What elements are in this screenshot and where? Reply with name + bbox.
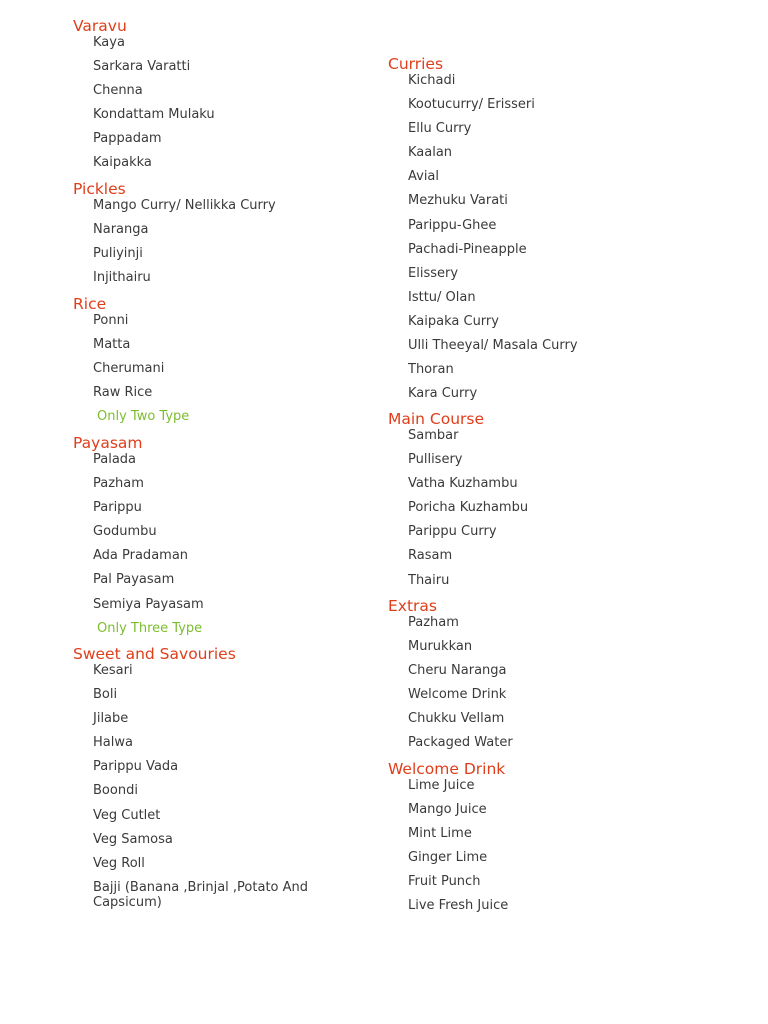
menu-item: Kesari <box>93 663 133 678</box>
menu-item: Pachadi-Pineapple <box>408 241 527 257</box>
section-main-course <box>388 410 688 597</box>
menu-item: Godumbu <box>93 524 157 540</box>
menu-item: Parippu Vada <box>93 759 179 775</box>
menu-item: Palada <box>93 452 137 467</box>
menu-item: Murukkan <box>408 639 473 655</box>
menu-item: Kara Curry <box>408 386 478 402</box>
menu-item: Pazham <box>408 615 459 630</box>
section-heading: Payasam <box>73 434 143 452</box>
menu-item: Lime Juice <box>408 778 475 793</box>
menu-item: Ellu Curry <box>408 121 472 137</box>
section-heading: Varavu <box>73 17 127 35</box>
menu-item: Welcome Drink <box>408 687 507 703</box>
menu-item: Kaalan <box>408 145 453 161</box>
menu-item: Puliyinji <box>93 246 143 262</box>
section-extras <box>388 597 688 760</box>
item-list <box>388 615 688 751</box>
menu-item: Ginger Lime <box>408 850 488 866</box>
item-list <box>73 313 363 401</box>
menu-item: Jilabe <box>93 711 129 727</box>
menu-item: Naranga <box>93 222 149 238</box>
section-pickles <box>73 180 363 294</box>
section-varavu <box>73 17 363 180</box>
section-welcome-drink <box>388 760 688 923</box>
menu-item: Pappadam <box>93 131 162 147</box>
item-list <box>73 452 363 613</box>
section-rice <box>73 295 363 425</box>
section-heading: Main Course <box>388 410 485 428</box>
menu-item: Parippu <box>93 500 142 516</box>
item-list <box>73 663 363 911</box>
menu-item: Kaipakka <box>93 155 152 171</box>
menu-item: Kaipaka Curry <box>408 313 499 329</box>
menu-item: Thairu <box>408 572 450 588</box>
menu-item: Elissery <box>408 265 459 281</box>
menu-item: Parippu Curry <box>408 524 497 540</box>
menu-item: Kootucurry/ Erisseri <box>408 97 535 113</box>
menu-item: Injithairu <box>93 270 151 286</box>
menu-item: Boondi <box>93 783 138 799</box>
menu-item: Semiya Payasam <box>93 596 204 612</box>
menu-item: Pullisery <box>408 452 463 468</box>
menu-item: Mango Juice <box>408 802 487 818</box>
item-list <box>388 778 688 914</box>
selection-note: Only Three Type <box>97 620 203 636</box>
item-list <box>73 35 363 171</box>
menu-item: Matta <box>93 337 131 353</box>
section-heading: Welcome Drink <box>388 760 506 778</box>
menu-item: Packaged Water <box>408 735 513 751</box>
menu-item: Pal Payasam <box>93 572 175 588</box>
item-list <box>73 198 363 286</box>
menu-item: Kaya <box>93 35 125 50</box>
menu-item: Boli <box>93 687 118 703</box>
menu-item: Sarkara Varatti <box>93 59 191 75</box>
menu-item: Kondattam Mulaku <box>93 107 215 123</box>
menu-item: Thoran <box>408 362 454 378</box>
menu-item: Bajji (Banana ,Brinjal ,Potato And Capsicum) <box>93 879 309 911</box>
menu-item: Poricha Kuzhambu <box>408 500 529 516</box>
menu-item: Cherumani <box>93 361 165 377</box>
menu-item: Mint Lime <box>408 826 472 842</box>
menu-item: Sambar <box>408 428 459 443</box>
menu-item: Pazham <box>93 476 144 492</box>
menu-item: Kichadi <box>408 73 456 88</box>
menu-item: Ada Pradaman <box>93 548 189 564</box>
menu-item: Rasam <box>408 548 453 564</box>
menu-item: Raw Rice <box>93 385 153 401</box>
menu-item: Veg Cutlet <box>93 807 161 823</box>
menu-item: Veg Samosa <box>93 831 173 847</box>
menu-item: Isttu/ Olan <box>408 289 476 305</box>
item-list <box>388 73 688 402</box>
menu-item: Halwa <box>93 735 133 751</box>
menu-item: Vatha Kuzhambu <box>408 476 518 492</box>
menu-item: Fruit Punch <box>408 874 481 890</box>
menu-item: Avial <box>408 169 440 185</box>
menu-item: Chukku Vellam <box>408 711 505 727</box>
menu-item: Mezhuku Varati <box>408 193 508 209</box>
selection-note: Only Two Type <box>97 409 190 425</box>
menu-item: Ulli Theeyal/ Masala Curry <box>408 338 578 354</box>
menu-item: Veg Roll <box>93 855 145 871</box>
menu-item: Chenna <box>93 83 143 99</box>
section-heading: Sweet and Savouries <box>73 645 236 663</box>
section-sweet-and-savouries <box>73 645 363 919</box>
menu-item: Parippu-Ghee <box>408 217 497 233</box>
section-curries <box>388 55 688 410</box>
item-list <box>388 428 688 589</box>
section-heading: Rice <box>73 295 107 313</box>
section-heading: Extras <box>388 597 437 615</box>
menu-item: Ponni <box>93 313 129 328</box>
menu-item: Live Fresh Juice <box>408 898 509 914</box>
menu-item: Cheru Naranga <box>408 663 507 679</box>
section-payasam <box>73 434 363 637</box>
section-heading: Pickles <box>73 180 126 198</box>
section-heading: Curries <box>388 55 444 73</box>
menu-item: Mango Curry/ Nellikka Curry <box>93 198 276 213</box>
